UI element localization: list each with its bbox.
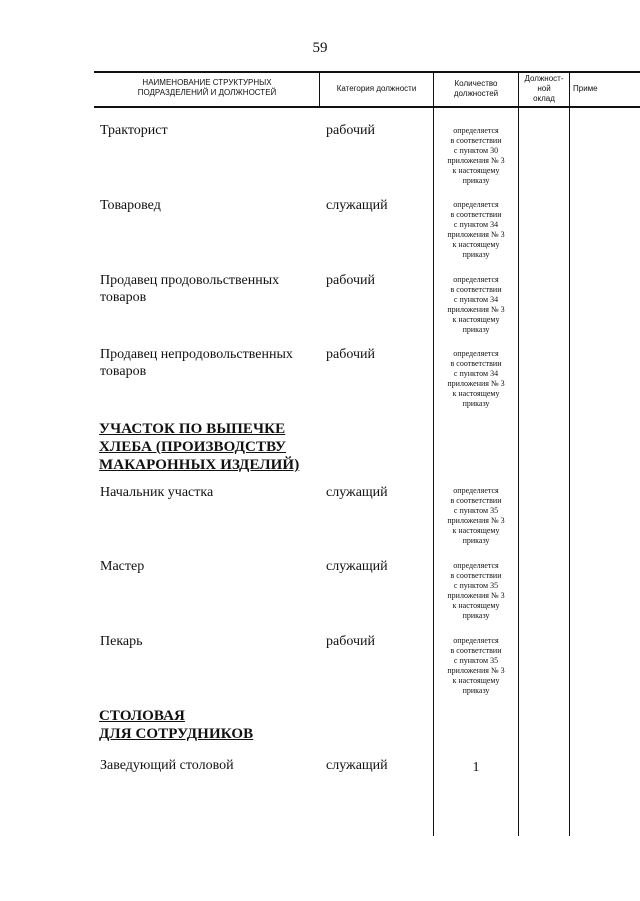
row-1-qty-l3: с пунктом 34 <box>453 220 499 229</box>
row-0-qty-l1: определяется <box>453 126 499 135</box>
row-6-qty-l6: приказу <box>462 686 490 695</box>
header-col-qty-line2: должностей <box>453 89 499 98</box>
row-2-name <box>100 272 315 306</box>
row-4-qty-l3: с пунктом 35 <box>453 506 499 515</box>
row-5-qty-l3: с пунктом 35 <box>453 581 499 590</box>
header-col-qty-line1: Количество <box>454 79 498 88</box>
row-5-qty-l4: приложения № 3 <box>447 591 505 600</box>
section-heading-bakery <box>99 420 299 474</box>
section-heading-canteen <box>99 707 253 743</box>
row-0-qty-l6: приказу <box>462 176 490 185</box>
row-1-qty-l2: в соответствии <box>450 210 502 219</box>
row-1-qty-l4: приложения № 3 <box>447 230 505 239</box>
row-4-name <box>100 484 315 501</box>
row-1-name-line1: Товаровед <box>100 198 161 213</box>
row-0-name <box>100 122 315 139</box>
row-7-name <box>100 757 315 774</box>
row-3-qty-l4: приложения № 3 <box>447 379 505 388</box>
row-3-name-line1: Продавец непродовольственных <box>100 347 293 362</box>
row-3-qty-l2: в соответствии <box>450 359 502 368</box>
row-3-category: рабочий <box>326 347 375 362</box>
header-col-category-text: Категория должности <box>336 84 417 93</box>
row-2-qty-l1: определяется <box>453 275 499 284</box>
row-4-qty-l2: в соответствии <box>450 496 502 505</box>
header-bottom-border <box>94 106 640 108</box>
row-5-category: служащий <box>326 559 388 574</box>
header-col-category <box>320 84 433 94</box>
row-0-qty-l3: с пунктом 30 <box>453 146 499 155</box>
section-canteen-line1: СТОЛОВАЯ <box>99 708 185 724</box>
row-4-qty-l4: приложения № 3 <box>447 516 505 525</box>
row-6-qty-l4: приложения № 3 <box>447 666 505 675</box>
row-7-qty: 1 <box>472 760 480 775</box>
row-0-name-line1: Тракторист <box>100 123 168 138</box>
header-col-name <box>96 78 318 98</box>
row-3-qty-l1: определяется <box>453 349 499 358</box>
header-col-qty <box>434 79 518 99</box>
header-col-salary-line3: оклад <box>533 94 555 103</box>
row-2-name-line2: товаров <box>100 290 147 305</box>
row-4-qty-l6: приказу <box>462 536 490 545</box>
row-3-name-line2: товаров <box>100 364 147 379</box>
row-0-qty-l4: приложения № 3 <box>447 156 505 165</box>
row-1-qty-l5: к настоящему <box>452 240 500 249</box>
row-6-qty-l3: с пунктом 35 <box>453 656 499 665</box>
row-3-qty-l5: к настоящему <box>452 389 500 398</box>
row-7-name-line1: Заведующий столовой <box>100 758 234 773</box>
row-3-name <box>100 346 315 380</box>
row-4-category: служащий <box>326 485 388 500</box>
row-0-category: рабочий <box>326 123 375 138</box>
section-bakery-line2: ХЛЕБА (ПРОИЗВОДСТВУ <box>99 439 287 455</box>
col-divider-2 <box>433 72 434 836</box>
row-3-qty-l6: приказу <box>462 399 490 408</box>
row-2-qty-l2: в соответствии <box>450 285 502 294</box>
row-5-qty-l1: определяется <box>453 561 499 570</box>
row-0-qty-l5: к настоящему <box>452 166 500 175</box>
row-1-qty-l6: приказу <box>462 250 490 259</box>
col-divider-4 <box>569 72 570 836</box>
row-2-category: рабочий <box>326 273 375 288</box>
row-4-qty <box>433 486 519 546</box>
row-6-qty-l2: в соответствии <box>450 646 502 655</box>
row-2-name-line1: Продавец продовольственных <box>100 273 280 288</box>
row-6-name-line1: Пекарь <box>100 634 143 649</box>
row-5-qty-l5: к настоящему <box>452 601 500 610</box>
row-5-qty-l6: приказу <box>462 611 490 620</box>
row-6-qty <box>433 636 519 696</box>
row-4-qty-l5: к настоящему <box>452 526 500 535</box>
row-1-qty <box>433 200 519 260</box>
header-col-note <box>573 84 640 94</box>
row-3-qty-l3: с пунктом 34 <box>453 369 499 378</box>
col-divider-3 <box>518 72 519 836</box>
row-6-category: рабочий <box>326 634 375 649</box>
header-col-name-line2: ПОДРАЗДЕЛЕНИЙ И ДОЛЖНОСТЕЙ <box>137 88 277 97</box>
row-2-qty-l4: приложения № 3 <box>447 305 505 314</box>
row-2-qty-l3: с пунктом 34 <box>453 295 499 304</box>
section-bakery-line3: МАКАРОННЫХ ИЗДЕЛИЙ) <box>99 457 300 473</box>
row-5-name-line1: Мастер <box>100 559 145 574</box>
page-number: 59 <box>312 40 328 56</box>
header-col-salary <box>519 74 569 104</box>
row-1-name <box>100 197 315 214</box>
row-6-qty-l5: к настоящему <box>452 676 500 685</box>
row-6-qty-l1: определяется <box>453 636 499 645</box>
header-col-name-line1: НАИМЕНОВАНИЕ СТРУКТУРНЫХ <box>142 78 272 87</box>
row-5-qty <box>433 561 519 621</box>
row-1-category: служащий <box>326 198 388 213</box>
header-col-salary-line1: Должност- <box>524 74 564 83</box>
row-6-name <box>100 633 315 650</box>
row-2-qty-l6: приказу <box>462 325 490 334</box>
row-2-qty <box>433 275 519 335</box>
header-col-note-text: Приме <box>573 84 598 93</box>
row-4-name-line1: Начальник участка <box>100 485 214 500</box>
row-2-qty-l5: к настоящему <box>452 315 500 324</box>
row-1-qty-l1: определяется <box>453 200 499 209</box>
section-canteen-line2: ДЛЯ СОТРУДНИКОВ <box>99 726 254 742</box>
section-bakery-line1: УЧАСТОК ПО ВЫПЕЧКЕ <box>99 421 286 437</box>
row-5-qty-l2: в соответствии <box>450 571 502 580</box>
row-5-name <box>100 558 315 575</box>
header-col-salary-line2: ной <box>537 84 551 93</box>
row-7-category: служащий <box>326 758 388 773</box>
row-0-qty-l2: в соответствии <box>450 136 502 145</box>
row-3-qty <box>433 349 519 409</box>
row-4-qty-l1: определяется <box>453 486 499 495</box>
row-0-qty <box>433 126 519 186</box>
table-top-border <box>94 71 640 73</box>
